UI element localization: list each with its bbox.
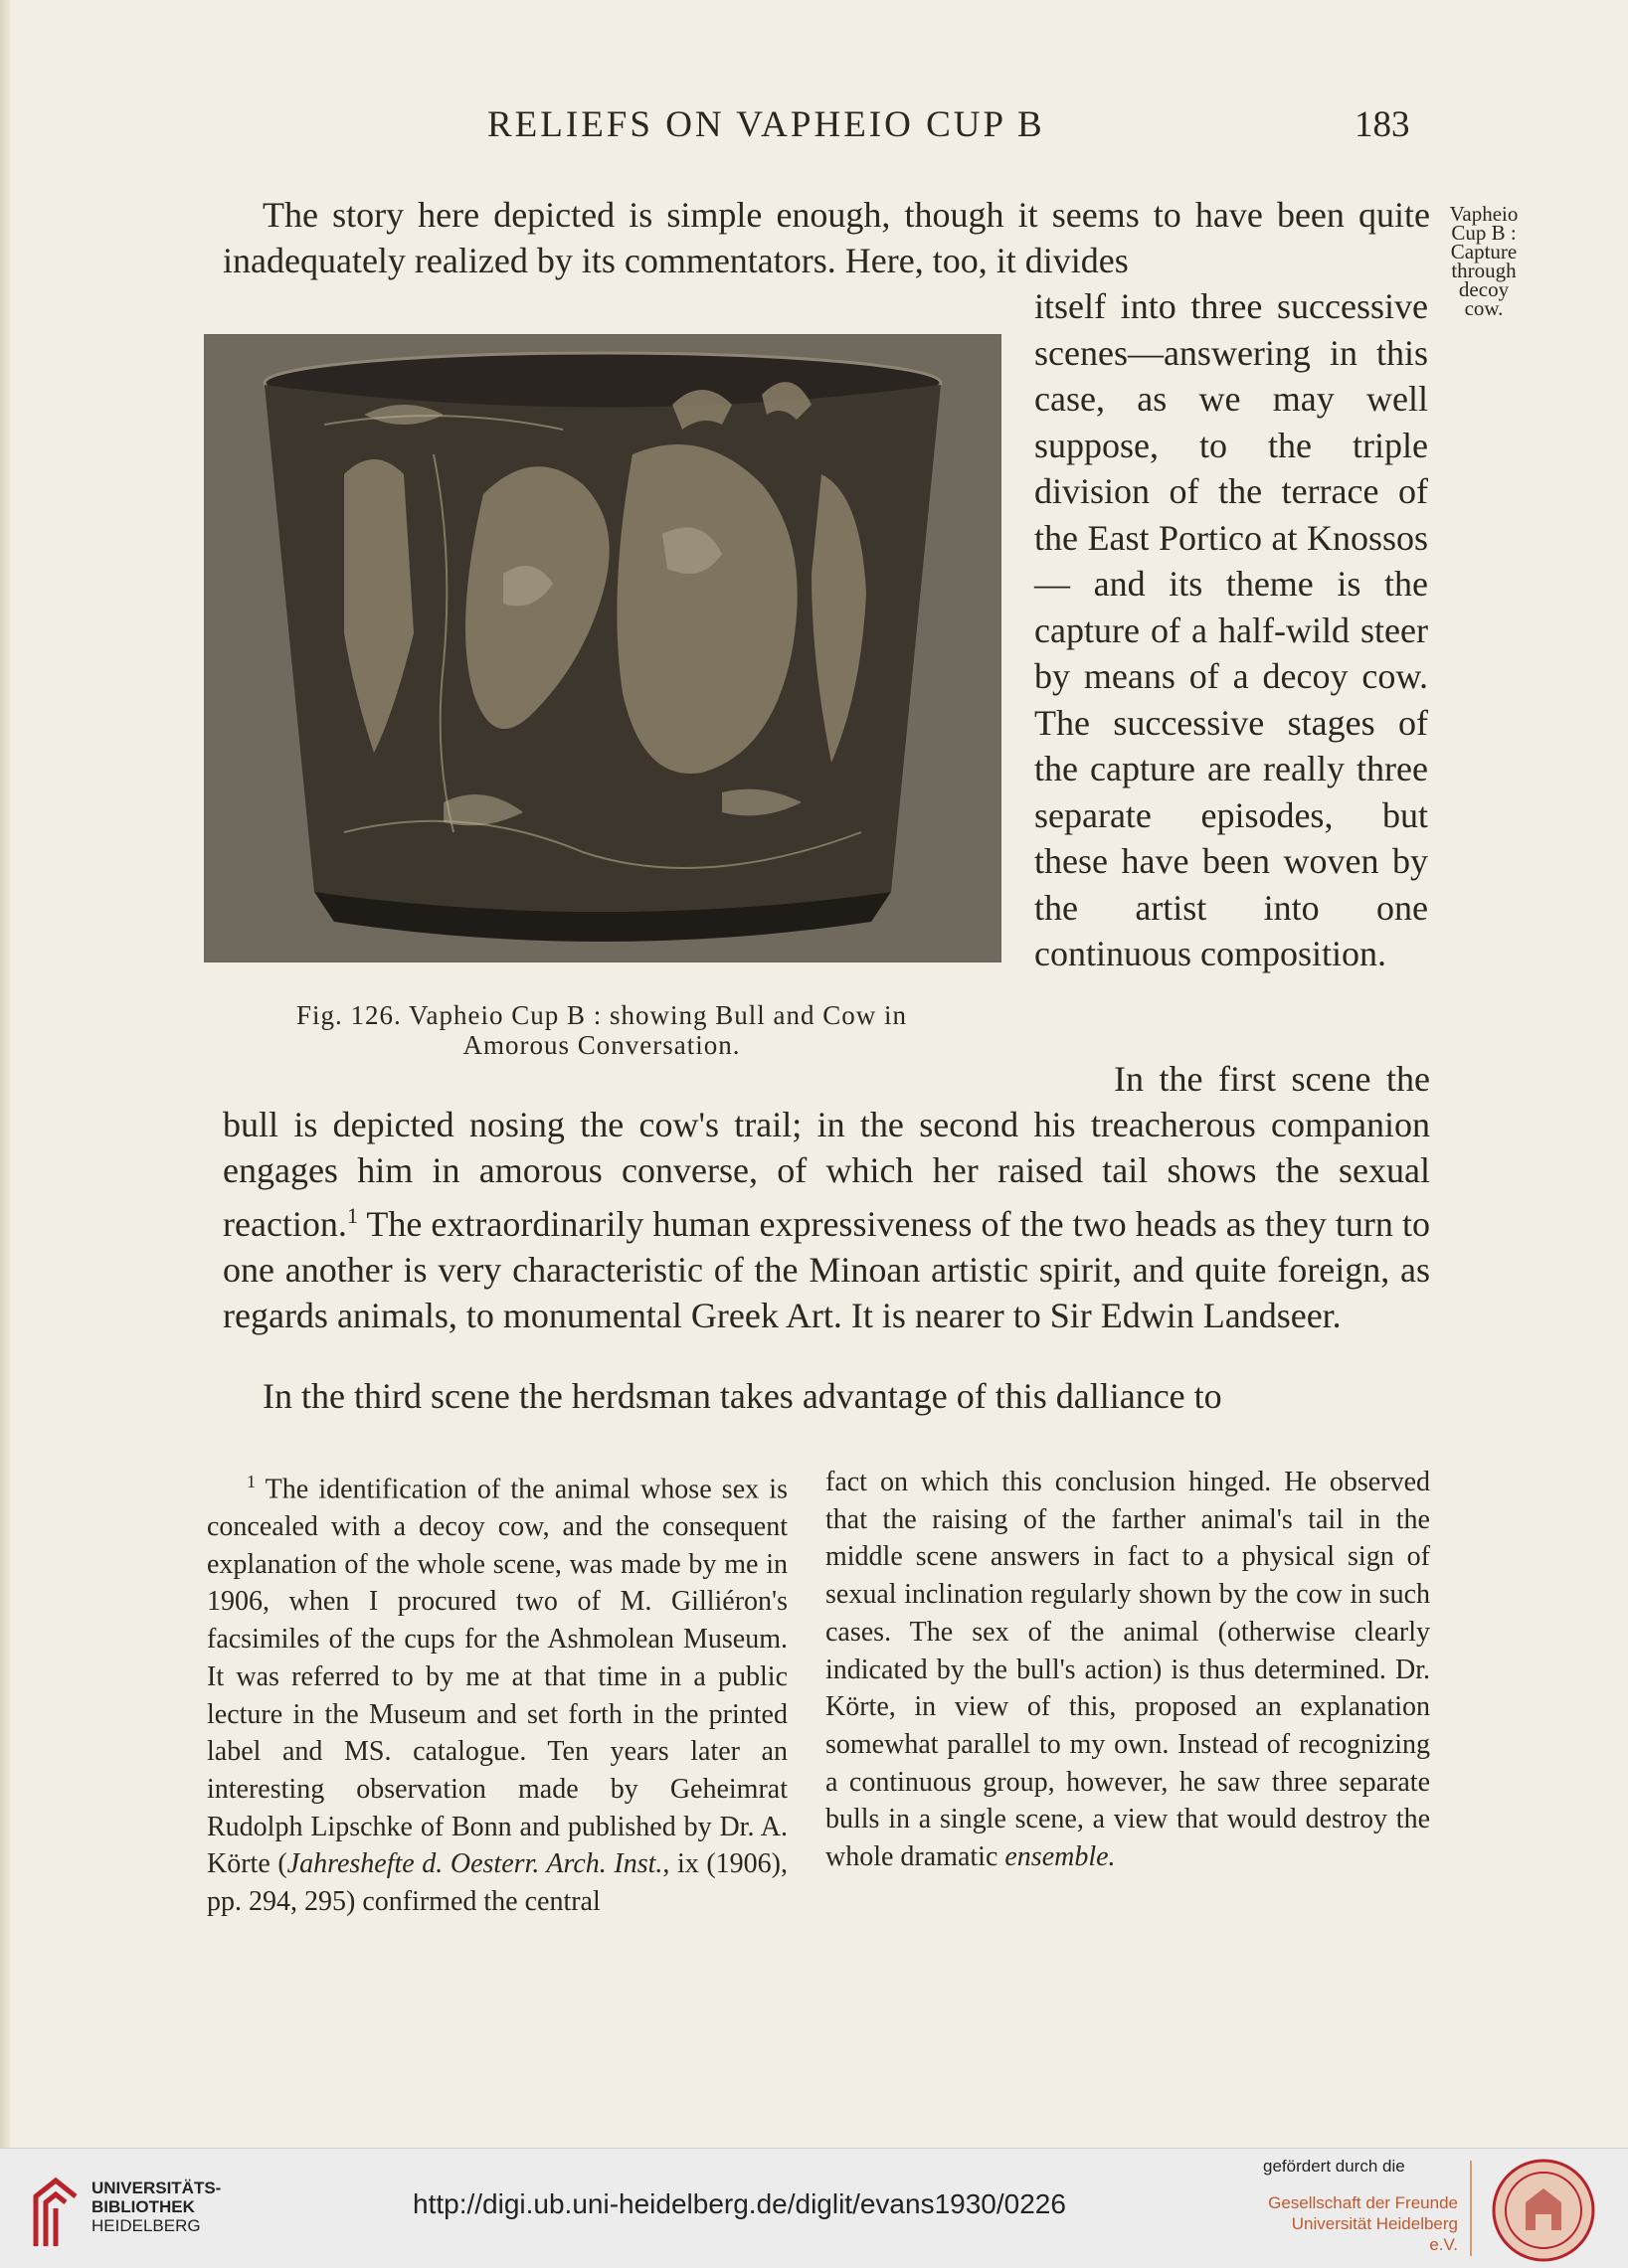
page-edge: [0, 0, 10, 2148]
figure-caption: [204, 1000, 999, 1060]
university-library-logo-icon: [30, 2173, 82, 2252]
paragraph-2: [223, 1056, 1430, 1338]
paragraph-text: the bull is depicted nosing the cow's trail; in the second his treacherous companion engages him in amorous converse, of which her raised tail shows the sexual reaction.: [223, 1059, 1431, 1244]
caption-line: Amorous Conversation.: [462, 1030, 741, 1060]
footnote-right-column: [825, 1464, 1430, 1876]
library-name-line: HEIDELBERG: [91, 2216, 201, 2235]
marginal-line: Capture: [1450, 240, 1518, 263]
library-name: [91, 2179, 221, 2235]
footnote-marker: 1: [247, 1472, 256, 1491]
footnote-ref[interactable]: 1: [346, 1203, 358, 1228]
running-head: RELIEFS ON VAPHEIO CUP B: [487, 104, 1045, 145]
footer-divider: [1470, 2161, 1472, 2256]
sponsor-name: [1261, 2192, 1458, 2255]
library-name-line: UNIVERSITÄTS-: [91, 2179, 222, 2197]
footnote-text: , ix (1906), pp. 294, 295) confirmed the central: [207, 1848, 788, 1918]
marginal-line: decoy: [1458, 277, 1510, 301]
paragraph-1-opening: [223, 192, 1430, 283]
university-seal-icon: [1492, 2159, 1595, 2262]
marginal-line: through: [1451, 259, 1517, 282]
sponsor-label: gefördert durch die: [1263, 2157, 1405, 2176]
marginal-line: cow.: [1464, 296, 1504, 320]
marginal-line: Vapheio: [1449, 202, 1519, 226]
footnote-citation: Jahreshefte d. Oesterr. Arch. Inst.: [286, 1848, 663, 1880]
paragraph-3: [223, 1373, 1430, 1419]
digitization-footer: [0, 2148, 1628, 2268]
footnote-text: The identification of the animal whose sex is concealed with a decoy cow, and the consequent explanation of the whole scene, was made by me in 1906, when I procured two of M. Gilliéron's facsimiles of the cups for the Ashmolean Museum. It was referred to by me at that time in a public lecture in the Museum and set forth in the printed label and MS. catalogue. Ten years later an interesting observation made by Geheimrat Rudolph Lipschke of Bonn and published by Dr. A. Körte (: [207, 1474, 788, 1880]
footnote-italic-word: ensemble.: [1004, 1841, 1116, 1873]
page-number: 183: [1355, 104, 1410, 145]
footnote-left-column: [207, 1464, 788, 1921]
paragraph-text: In the third scene the herdsman takes advantage of this dalliance to: [263, 1376, 1222, 1416]
sponsor-name-line: Universität Heidelberg e.V.: [1291, 2214, 1458, 2254]
sponsor-name-line: Gesellschaft der Freunde: [1268, 2193, 1458, 2212]
paragraph-text: The extraordinarily human expressiveness of the two heads as they turn to one another is very characteristic of the Minoan artistic spirit, and quite foreign, as regards animals, to monumental Greek Art. It is nearer to Sir Edwin Landseer.: [223, 1204, 1430, 1335]
marginal-line: Cup B :: [1451, 221, 1517, 245]
paragraph-1-wrapped: itself into three successive scenes—answering in this case, as we may well suppose, to the triple division of the terrace of the East Portico at Knossos — and its theme is the capture of a half-wild steer by means of a decoy cow. The successive stages of the capture are really three separate episodes, but these have been woven by the artist into one continuous composition.: [1034, 286, 1428, 973]
caption-line: Fig. 126. Vapheio Cup B : showing Bull and Cow in: [295, 1000, 908, 1030]
footnote-text: fact on which this conclusion hinged. He observed that the raising of the farther animal's tail in the middle scene answers in fact to a physical sign of sexual inclination regularly shown by the cow in such cases. The sex of the animal (otherwise clearly indicated by the bull's action) is thus determined. Dr. Körte, in view of this, proposed an explanation somewhat parallel to my own. Instead of recognizing a continuous group, however, he saw three separate bulls in a single scene, a view that would destroy the whole dramatic: [825, 1467, 1430, 1873]
paragraph-text: The story here depicted is simple enough, though it seems to have been quite inadequately realized by its commentators. Here, too, it divides: [223, 195, 1430, 280]
marginal-note: [1444, 202, 1524, 320]
library-name-line: BIBLIOTHEK: [91, 2197, 195, 2216]
paragraph-text: In the first scene: [1114, 1059, 1371, 1099]
vapheio-cup-photo: [205, 335, 1000, 961]
figure-vapheio-cup: [204, 334, 1001, 962]
permalink-url[interactable]: http://digi.ub.uni-heidelberg.de/diglit/evans1930/0226: [413, 2188, 1066, 2219]
